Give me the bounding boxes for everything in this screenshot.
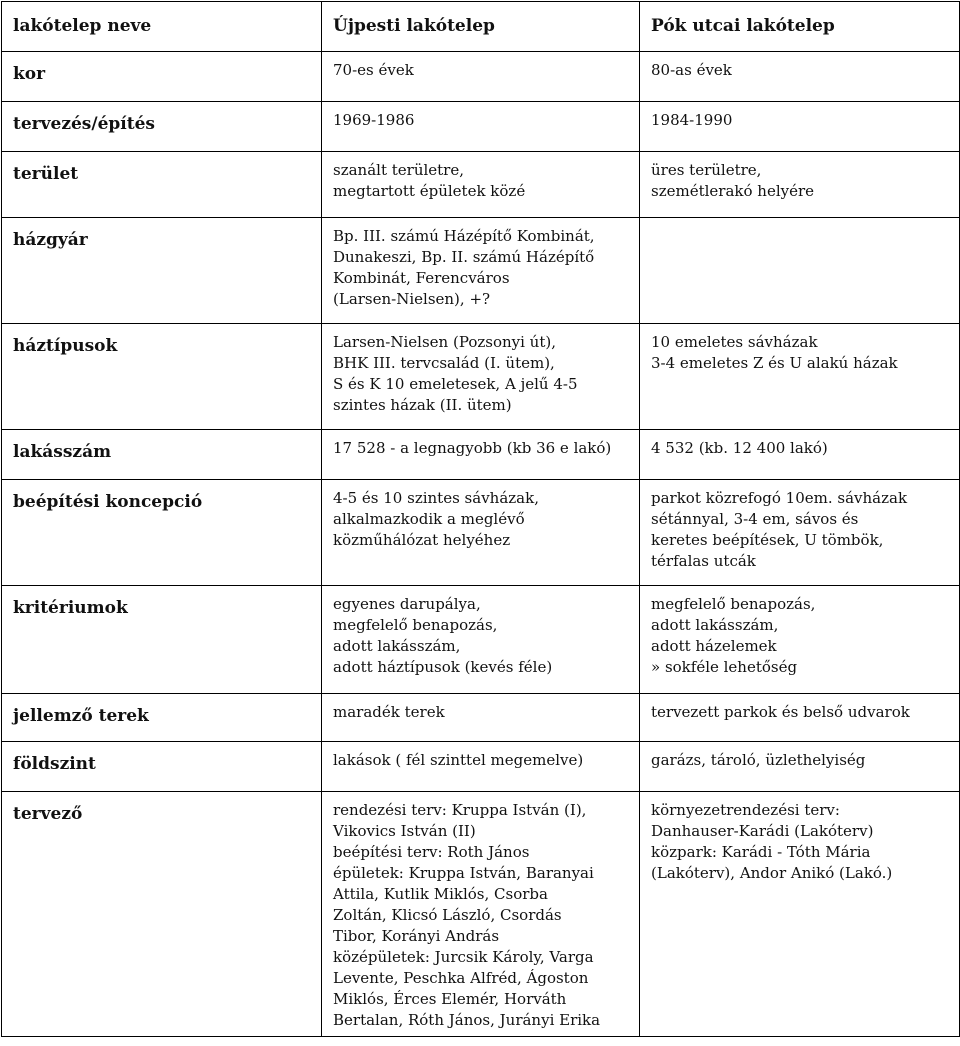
pok-cell: 4 532 (kb. 12 400 lakó): [640, 430, 960, 480]
pok-cell: garázs, tároló, üzlethelyiség: [640, 742, 960, 792]
ujpest-cell: 1969-1986: [322, 102, 640, 152]
table-row: [2, 792, 960, 1037]
header-cell-pok: Pók utcai lakótelep: [640, 2, 960, 52]
pok-cell: környezetrendezési terv: Danhauser-Karádi (Lakóterv) közpark: Karádi - Tóth Mária (Lakóterv), Andor Anikó (Lakó.): [640, 792, 960, 1037]
header-row: [2, 2, 960, 52]
row-label: kor: [2, 52, 322, 102]
table-row: [2, 742, 960, 792]
ujpest-cell: 70-es évek: [322, 52, 640, 102]
table-row: [2, 102, 960, 152]
ujpest-cell: maradék terek: [322, 694, 640, 742]
table-row: [2, 480, 960, 586]
table-row: [2, 52, 960, 102]
ujpest-cell: 4-5 és 10 szintes sávházak, alkalmazkodik a meglévő közműhálózat helyéhez: [322, 480, 640, 586]
table-row: [2, 152, 960, 218]
pok-cell: tervezett parkok és belső udvarok: [640, 694, 960, 742]
row-label: lakásszám: [2, 430, 322, 480]
table-row: [2, 430, 960, 480]
pok-cell: parkot közrefogó 10em. sávházak sétánnyal, 3-4 em, sávos és keretes beépítések, U tömbök, térfalas utcák: [640, 480, 960, 586]
pok-cell: üres területre, szemétlerakó helyére: [640, 152, 960, 218]
pok-cell: 10 emeletes sávházak 3-4 emeletes Z és U alakú házak: [640, 324, 960, 430]
pok-cell: 80-as évek: [640, 52, 960, 102]
row-label: beépítési koncepció: [2, 480, 322, 586]
ujpest-cell: Larsen-Nielsen (Pozsonyi út), BHK III. tervcsalád (I. ütem), S és K 10 emeletesek, A jelű 4-5 szintes házak (II. ütem): [322, 324, 640, 430]
row-label: földszint: [2, 742, 322, 792]
pok-cell: [640, 218, 960, 324]
table-row: [2, 694, 960, 742]
ujpest-cell: Bp. III. számú Házépítő Kombinát, Dunakeszi, Bp. II. számú Házépítő Kombinát, Ferencváros (Larsen-Nielsen), +?: [322, 218, 640, 324]
table-row: [2, 218, 960, 324]
ujpest-cell: lakások ( fél szinttel megemelve): [322, 742, 640, 792]
row-label: jellemző terek: [2, 694, 322, 742]
row-label: tervező: [2, 792, 322, 1037]
comparison-table: [1, 1, 960, 1037]
row-label: tervezés/építés: [2, 102, 322, 152]
header-cell-label: lakótelep neve: [2, 2, 322, 52]
ujpest-cell: egyenes darupálya, megfelelő benapozás, adott lakásszám, adott háztípusok (kevés féle): [322, 586, 640, 694]
table-row: [2, 324, 960, 430]
ujpest-cell: 17 528 - a legnagyobb (kb 36 e lakó): [322, 430, 640, 480]
row-label: terület: [2, 152, 322, 218]
row-label: házgyár: [2, 218, 322, 324]
pok-cell: megfelelő benapozás, adott lakásszám, adott házelemek » sokféle lehetőség: [640, 586, 960, 694]
ujpest-cell: rendezési terv: Kruppa István (I), Vikovics István (II) beépítési terv: Roth János épületek: Kruppa István, Baranyai Attila, Kutlik Miklós, Csorba Zoltán, Klicsó László, Csordás Tibor, Korányi András középületek: Jurcsik Károly, Varga Levente, Peschka Alfréd, Ágoston Miklós, Érces Elemér, Horváth Bertalan, Róth János, Jurányi Erika: [322, 792, 640, 1037]
ujpest-cell: szanált területre, megtartott épületek közé: [322, 152, 640, 218]
row-label: háztípusok: [2, 324, 322, 430]
table-row: [2, 586, 960, 694]
header-cell-ujpest: Újpesti lakótelep: [322, 2, 640, 52]
pok-cell: 1984-1990: [640, 102, 960, 152]
row-label: kritériumok: [2, 586, 322, 694]
